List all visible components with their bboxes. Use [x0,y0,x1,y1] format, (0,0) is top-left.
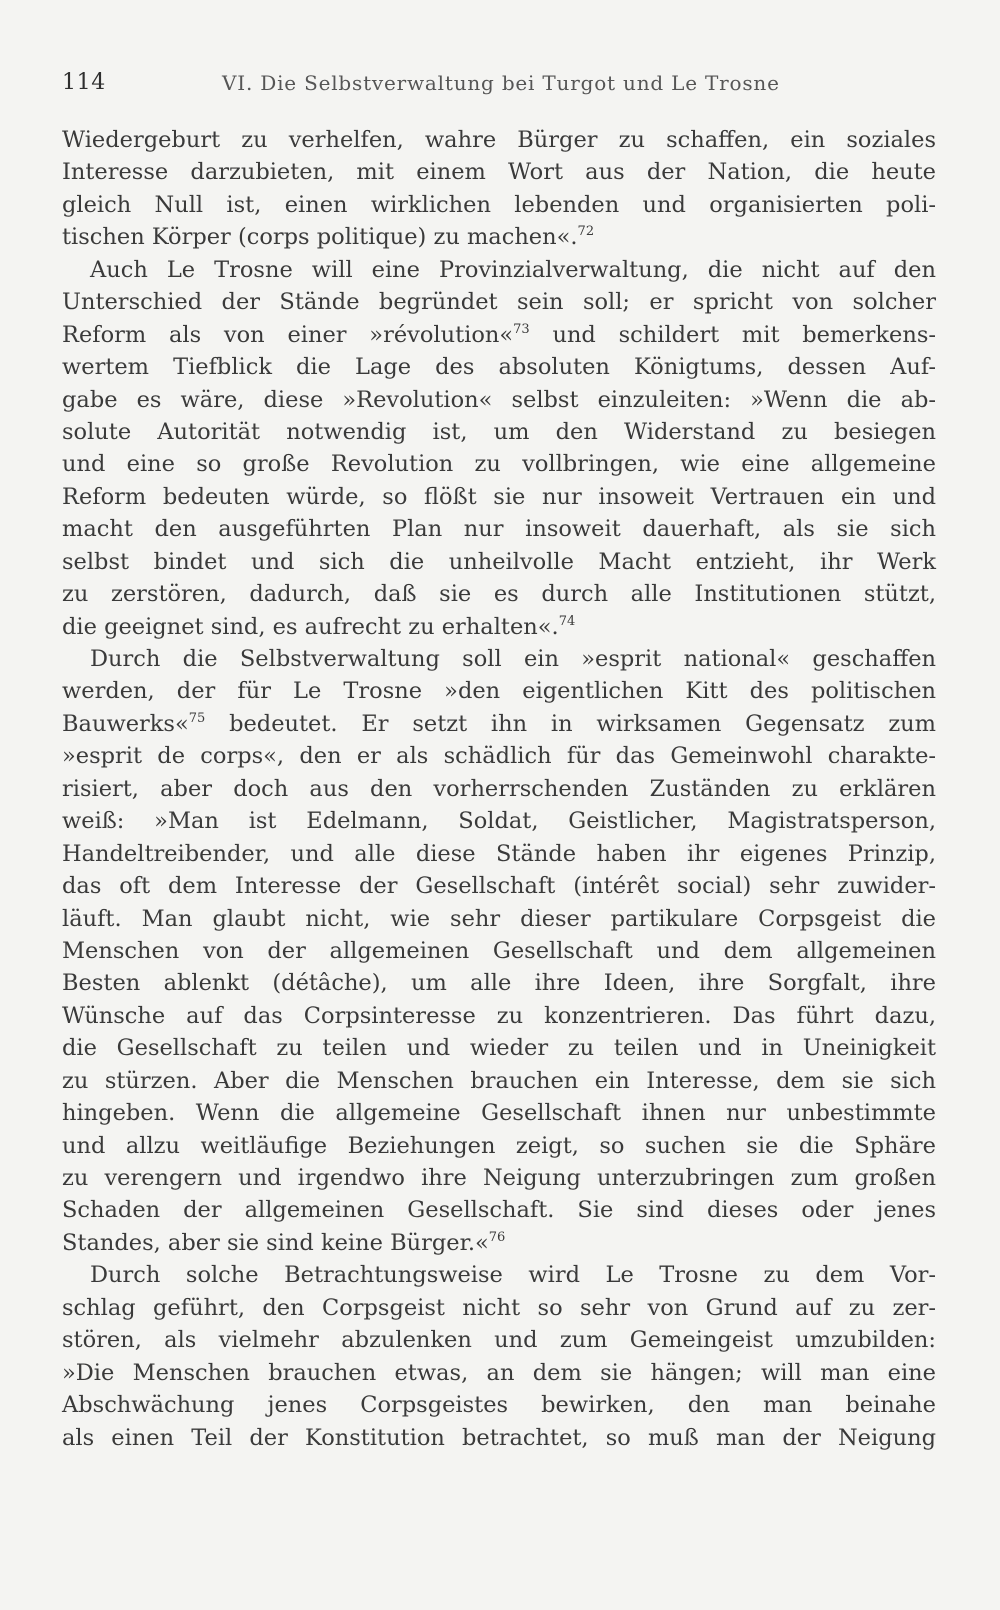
footnote-marker: 76 [488,1229,506,1245]
line-text: hingeben. Wenn die allgemeine Gesellschaft ihnen nur unbestimmte [62,1100,936,1127]
text-line [62,221,936,253]
line-text-continued: bedeutet. Er setzt ihn in wirksamen Gegensatz zum [205,710,936,737]
text-line [62,740,936,772]
text-line [62,1000,936,1032]
text-line [62,903,936,935]
text-line [62,1324,936,1356]
text-line [62,1065,936,1097]
text-line [62,1357,936,1389]
text-line [62,838,936,870]
text-line [62,773,936,805]
line-text: selbst bindet und sich die unheilvolle Macht entzieht, ihr Werk [62,548,936,575]
line-text: macht den ausgeführten Plan nur insoweit dauerhaft, als sie sich [62,516,936,543]
text-line [62,351,936,383]
line-text: Durch die Selbstverwaltung soll ein »esprit national« geschaffen [90,646,936,672]
text-line [62,124,936,156]
line-text: Reform bedeuten würde, so flößt sie nur insoweit Vertrauen ein und [62,483,936,510]
line-text: Auch Le Trosne will eine Provinzialverwaltung, die nicht auf den [90,256,936,283]
text-line [62,675,936,707]
text-line [62,189,936,221]
running-head [62,68,922,98]
text-line [62,1032,936,1064]
footnote-marker: 73 [513,321,530,337]
line-text: Wünsche auf das Corpsinteresse zu konzentrieren. Das führt dazu, [62,1002,936,1029]
line-text: Besten ablenkt (détâche), um alle ihre Ideen, ihre Sorgfalt, ihre [62,970,936,997]
line-text: Menschen von der allgemeinen Gesellschaft und dem allgemeinen [62,937,936,964]
text-line [62,1130,936,1162]
line-text: die Gesellschaft zu teilen und wieder zu teilen und in Uneinigkeit [62,1035,936,1062]
line-text: solute Autorität notwendig ist, um den Widerstand zu besiegen [62,418,936,445]
line-text: Abschwächung jenes Corpsgeistes bewirken, den man beinahe [62,1392,936,1419]
line-text: gabe es wäre, diese »Revolution« selbst einzuleiten: »Wenn die ab- [62,386,936,413]
text-line [62,805,936,837]
text-line [62,578,936,610]
footnote-marker: 75 [188,710,206,726]
line-text: als einen Teil der Konstitution betrachtet, so muß man der Neigung [62,1424,936,1451]
line-text: tischen Körper (corps politique) zu machen«. [62,224,578,251]
text-line [62,286,936,318]
text-line [62,708,936,740]
line-text: risiert, aber doch aus den vorherrschenden Zuständen zu erklären [62,775,936,802]
text-line [62,384,936,416]
text-line [62,1097,936,1129]
text-line [62,1194,936,1226]
line-text: weiß: »Man ist Edelmann, Soldat, Geistlicher, Magistratsperson, [62,808,936,835]
line-text: zu zerstören, dadurch, daß sie es durch alle Institutionen stützt, [62,581,936,608]
text-line [62,481,936,513]
text-line [62,870,936,902]
line-text: werden, der für Le Trosne »den eigentlichen Kitt des politischen [62,678,936,705]
text-line [62,1422,936,1454]
line-text: und allzu weitläufige Beziehungen zeigt, so suchen sie die Sphäre [62,1132,936,1159]
line-text: Bauwerks« [62,710,189,737]
text-line [62,1292,936,1324]
line-text: Durch solche Betrachtungsweise wird Le Trosne zu dem Vor- [90,1262,936,1289]
text-line [62,546,936,578]
line-text-continued: und schildert mit bemerkens- [529,321,936,348]
line-text: Interesse darzubieten, mit einem Wort aus der Nation, die heute [62,159,936,186]
text-line [62,156,936,188]
running-title: VI. Die Selbstverwaltung bei Turgot und Le Trosne [222,71,780,95]
text-line [62,1259,936,1291]
body-text [62,124,936,1454]
line-text: zu verengern und irgendwo ihre Neigung unterzubringen zum großen [62,1165,936,1191]
line-text: und eine so große Revolution zu vollbringen, wie eine allgemeine [62,451,936,478]
line-text: Reform als von einer »révolution« [62,321,514,348]
line-text: »esprit de corps«, den er als schädlich für das Gemeinwohl charakte- [62,743,936,770]
line-text: gleich Null ist, einen wirklichen lebenden und organisierten poli- [62,191,936,218]
line-text: Wiedergeburt zu verhelfen, wahre Bürger zu schaffen, ein soziales [62,127,936,153]
text-line [62,416,936,448]
text-line [62,643,936,675]
text-line [62,611,936,643]
text-line [62,935,936,967]
line-text: schlag geführt, den Corpsgeist nicht so sehr von Grund auf zu zer- [62,1294,936,1321]
text-line [62,967,936,999]
line-text: die geeignet sind, es aufrecht zu erhalten«. [62,613,559,640]
text-line [62,513,936,545]
line-text: Schaden der allgemeinen Gesellschaft. Sie sind dieses oder jenes [62,1197,936,1224]
footnote-marker: 72 [577,224,595,240]
page-number: 114 [62,70,106,95]
text-line [62,319,936,351]
text-line [62,1389,936,1421]
text-line [62,1162,936,1194]
line-text: Standes, aber sie sind keine Bürger.« [62,1229,489,1256]
line-text: stören, als vielmehr abzulenken und zum Gemeingeist umzubilden: [62,1327,936,1354]
line-text: Unterschied der Stände begründet sein soll; er spricht von solcher [62,289,936,316]
text-line [62,448,936,480]
line-text: zu stürzen. Aber die Menschen brauchen ein Interesse, dem sie sich [62,1067,936,1094]
line-text: läuft. Man glaubt nicht, wie sehr dieser partikulare Corpsgeist die [62,905,936,932]
line-text: »Die Menschen brauchen etwas, an dem sie hängen; will man eine [62,1359,936,1386]
line-text: das oft dem Interesse der Gesellschaft (intérêt social) sehr zuwider- [62,873,936,900]
footnote-marker: 74 [558,613,576,629]
text-line [62,1227,936,1259]
text-line [62,254,936,286]
line-text: wertem Tiefblick die Lage des absoluten Königtums, dessen Auf- [62,354,936,381]
line-text: Handeltreibender, und alle diese Stände haben ihr eigenes Prinzip, [62,840,936,867]
